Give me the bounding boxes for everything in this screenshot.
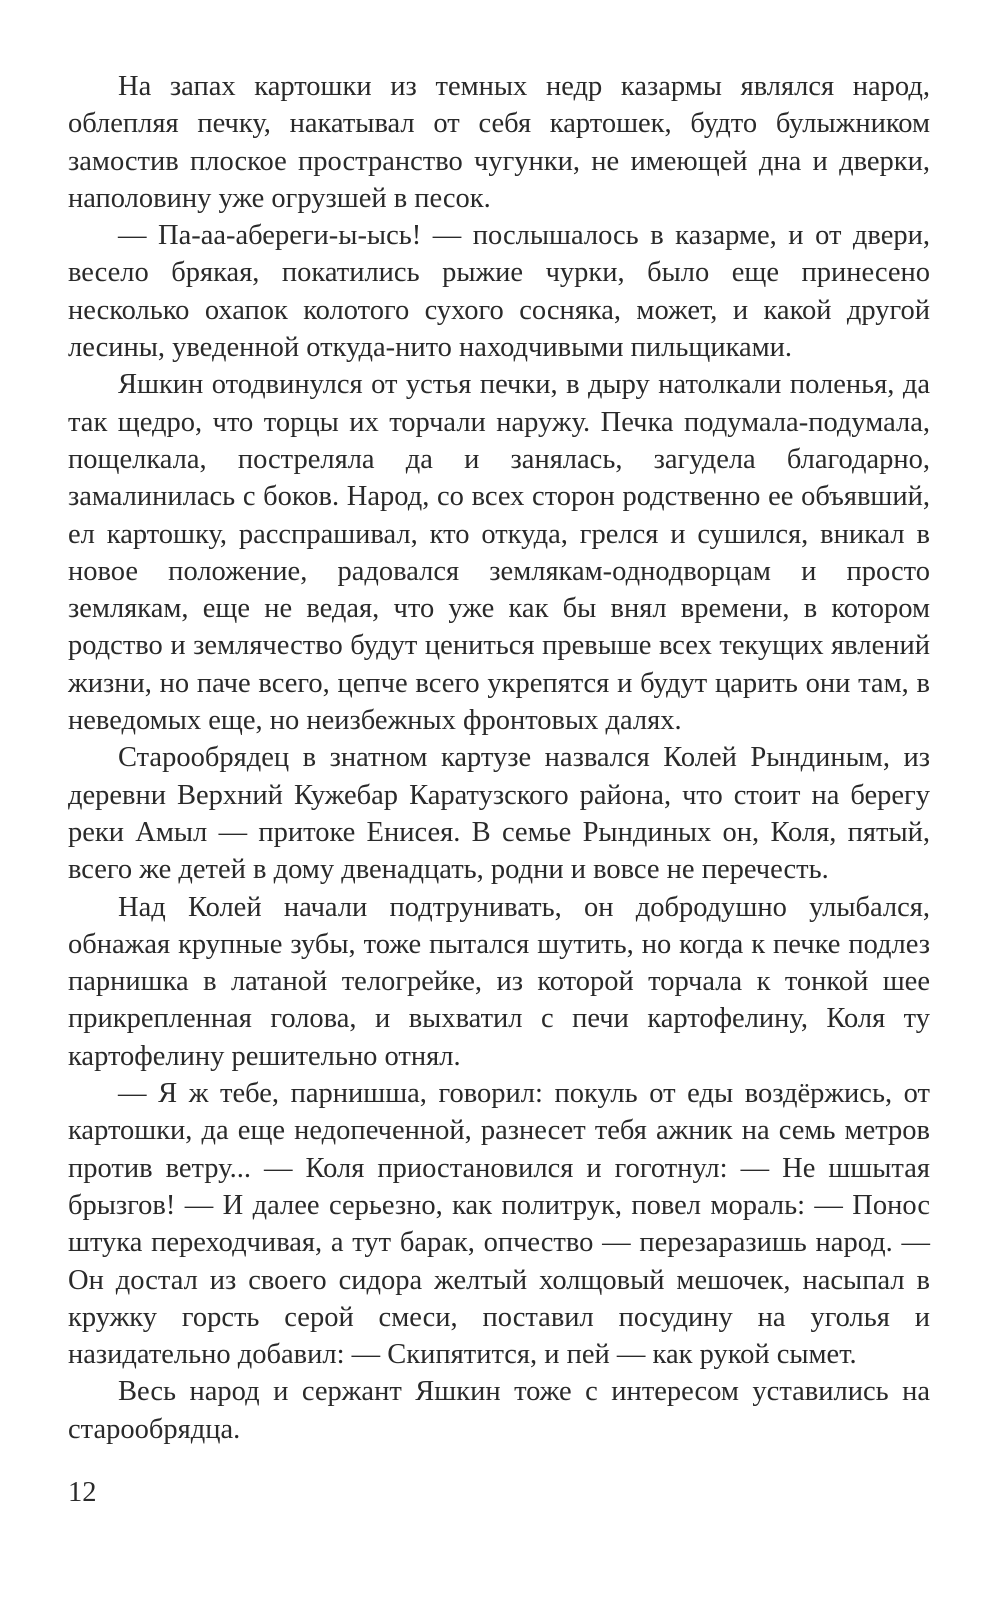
paragraph-4: Старообрядец в знатном картузе назвался Колей Рындиным, из деревни Верхний Кужебар Каратузского района, что стоит на берегу реки Амыл — притоке Енисея. В семье Рындиных он, Коля, пятый, всего же детей в дому двенадцать, родни и вовсе не перечесть. xyxy=(68,742,930,886)
page-number: 12 xyxy=(68,1477,97,1508)
paragraph-7: Весь народ и сержант Яшкин тоже с интересом уставились на старообрядца. xyxy=(68,1376,930,1445)
paragraph-6: — Я ж тебе, парнишша, говорил: покуль от еды воздёржись, от картошки, да еще недопеченной, разнесет тебя ажник на семь метров против ветру... — Коля приостановился и гоготнул: — Не шшытая брызгов! — И далее серьезно, как политрук, повел мораль: — Понос штука переходчивая, а тут барак, опчество — перезаразишь народ. — Он достал из своего сидора желтый холщовый мешочек, насыпал в кружку горсть серой смеси, поставил посудину на уголья и назидательно добавил: — Скипятится, и пей — как рукой сымет. xyxy=(68,1078,930,1371)
paragraph-1: На запах картошки из темных недр казармы являлся народ, облепляя печку, накатывал от себя картошек, будто булыжником замостив плоское пространство чугунки, не имеющей дна и дверки, наполовину уже огрузшей в песок. xyxy=(68,71,930,214)
paragraph-5: Над Колей начали подтрунивать, он добродушно улыбался, обнажая крупные зубы, тоже пытался шутить, но когда к печке подлез парнишка в латаной телогрейке, из которой торчала к тонкой шее прикрепленная голова, и выхватил с печи картофелину, Коля ту картофелину решительно отнял. xyxy=(68,891,930,1072)
paragraph-2: — Па-аа-абереги-ы-ысь! — послышалось в казарме, и от двери, весело брякая, покатились рыжие чурки, было еще принесено несколько охапок колотого сухого сосняка, может, и какой другой лесины, уведенной откуда-нито находчивыми пильщиками. xyxy=(68,220,930,364)
body-text xyxy=(68,68,930,1448)
paragraph-3: Яшкин отодвинулся от устья печки, в дыру натолкали поленья, да так щедро, что торцы их торчали наружу. Печка подумала-подумала, пощелкала, постреляла да и занялась, загудела благодарно, замалинилась с боков. Народ, со всех сторон родственно ее объявший, ел картошку, расспрашивал, кто откуда, грелся и сушился, вникал в новое положение, радовался землякам-однодворцам и просто землякам, еще не ведая, что уже как бы внял времени, в котором родство и землячество будут цениться превыше всех текущих явлений жизни, но паче всего, цепче всего укрепятся и будут царить они там, в неведомых еще, но неизбежных фронтовых далях. xyxy=(68,369,930,737)
